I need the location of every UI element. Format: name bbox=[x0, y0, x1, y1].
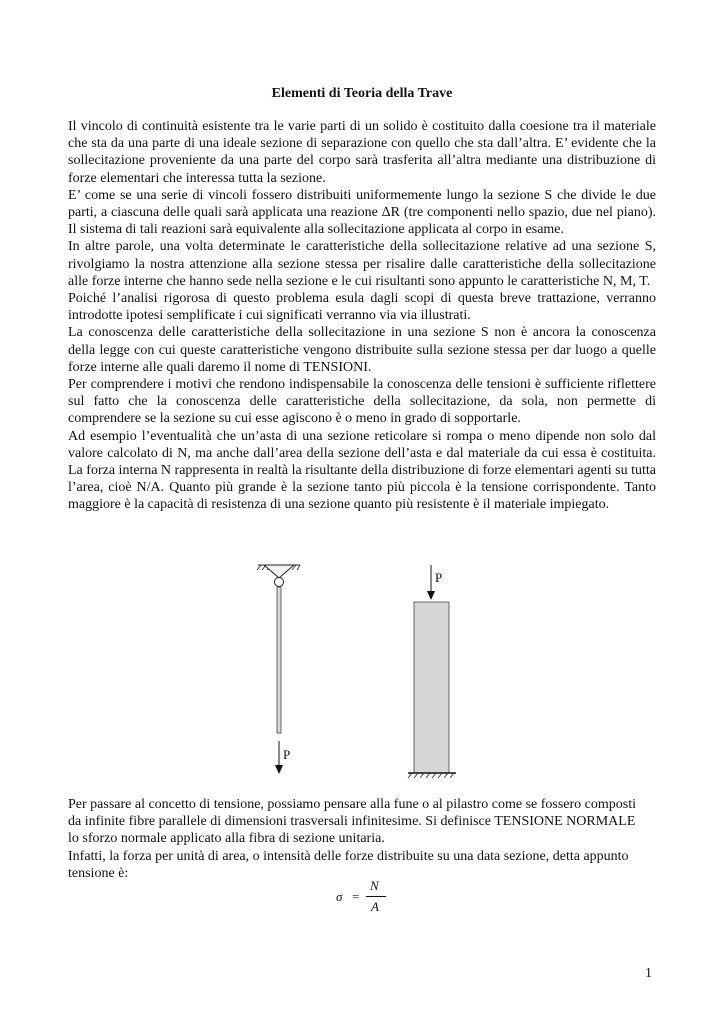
rope-load-label: P bbox=[283, 747, 291, 762]
paragraph: In altre parole, una volta determinate le caratteristiche della sollecitazione relative ad una sezione S, rivolgiamo la nostra attenzione alla sezione stessa per risalire dalle caratteristiche della sollecitazione alle forze interne che hanno sede nella sezione e le cui risultanti sono appunto le caratteristiche N, M, T. bbox=[68, 239, 656, 289]
fraction-bar bbox=[366, 896, 386, 897]
pillar-load-label: P bbox=[435, 570, 443, 585]
formula-denominator: A bbox=[371, 899, 379, 914]
paragraph: Infatti, la forza per unità di area, o intensità delle forze distribuite su una data sezione, detta appunto tensione è: bbox=[68, 848, 629, 881]
fixed-base bbox=[408, 773, 456, 778]
hanging-rope-diagram bbox=[257, 565, 300, 774]
page-number: 1 bbox=[645, 966, 652, 981]
paragraph: Per comprendere i motivi che rendono indispensabile la conoscenza delle tensioni è sufficiente riflettere sul fatto che la conoscenza delle caratteristiche della sollecitazione, da sola, non permette di comprendere se la sezione su cui esse agiscono è o meno in grado di sopportarle. bbox=[68, 377, 656, 427]
figure-svg bbox=[0, 560, 724, 780]
paragraph: La conoscenza delle caratteristiche della sollecitazione in una sezione S non è ancora la conoscenza della legge con cui queste caratteristiche vengono distribuite sulla sezione stessa per dar luogo a quelle forze interne alle quali daremo il nome di TENSIONI. bbox=[68, 325, 656, 375]
paragraph: Per passare al concetto di tensione, possiamo pensare alla fune o al pilastro come se fossero composti da infinite fibre parallele di dimensioni trasversali infinitesime. Si definisce TENSIONE NORMALE lo sforzo normale applicato alla fibra di sezione unitaria. bbox=[68, 797, 636, 847]
document-title: Elementi di Teoria della Trave bbox=[271, 86, 453, 101]
pillar-load-arrow bbox=[427, 565, 435, 600]
pillar bbox=[414, 602, 449, 773]
rope-and-pillar-figure bbox=[0, 560, 724, 780]
ceiling-support bbox=[257, 565, 300, 587]
formula-sigma: σ bbox=[336, 889, 343, 904]
formula-numerator: N bbox=[370, 878, 379, 893]
rope bbox=[277, 587, 281, 733]
paragraph: Il vincolo di continuità esistente tra le varie parti di un solido è costituito dalla coesione tra il materiale che sta da una parte di una ideale sezione di separazione con quello che sta dall’altra. E’ evidente che la sollecitazione proveniente da una parte del corpo sarà trasferita all’altra mediante una distribuzione di forze elementari che interessa tutta la sezione. bbox=[68, 119, 656, 186]
stress-formula bbox=[330, 878, 400, 918]
tail-text bbox=[68, 796, 648, 882]
rope-load-arrow bbox=[275, 741, 283, 774]
body-text bbox=[68, 118, 656, 514]
paragraph: E’ come se una serie di vincoli fossero distribuiti uniformemente lungo la sezione S che divide le due parti, a ciascuna delle quali sarà applicata una reazione ΔR (tre componenti nello spazio, due nel piano). Il sistema di tali reazioni sarà equivalente alla sollecitazione applicata al corpo in esame. bbox=[68, 187, 656, 238]
paragraph: Poiché l’analisi rigorosa di questo problema esula dagli scopi di questa breve trattazione, verranno introdotte ipotesi semplificate i cui significati verranno via via illustrati. bbox=[68, 291, 656, 324]
formula-equals: = bbox=[352, 889, 360, 904]
paragraph: Ad esempio l’eventualità che un’asta di una sezione reticolare si rompa o meno dipende non solo dal valore calcolato di N, ma anche dall’area della sezione dell’asta e dal materiale da cui essa è costituita. La forza interna N rappresenta in realtà la risultante della distribuzione di forze elementari agenti su tutta l’area, cioè N/A. Quanto più grande è la sezione tanto più piccola è la tensione corrispondente. Tanto maggiore è la capacità di resistenza di una sezione quanto più resistente è il materiale impiegato. bbox=[68, 428, 656, 513]
pillar-diagram bbox=[408, 565, 456, 778]
